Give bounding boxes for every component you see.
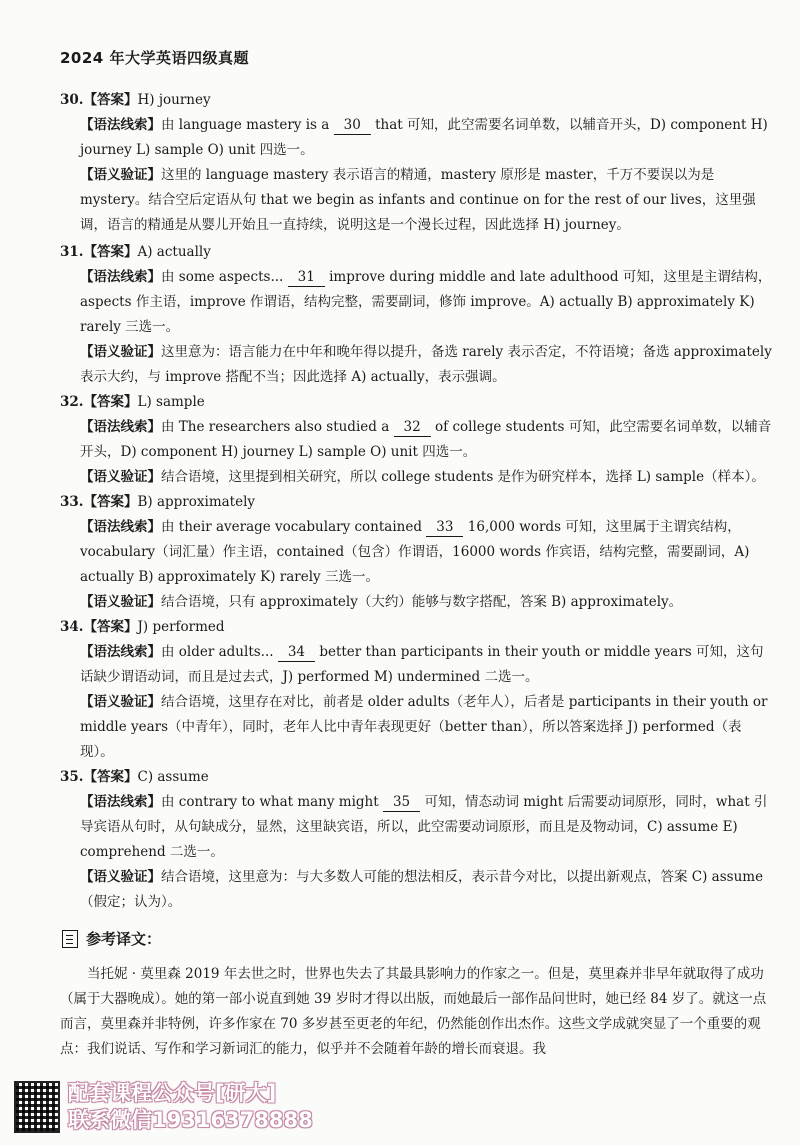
- reference-title: [62, 928, 161, 949]
- page-header: 2024 年大学英语四级真题: [60, 49, 249, 67]
- question-number: 30.: [60, 92, 84, 108]
- question-31: [60, 240, 772, 390]
- blank-number: 32: [394, 419, 431, 437]
- grammar-tag: 【语法线索】: [80, 117, 161, 133]
- grammar-post: 16,000 words 可知，这里属于主谓宾结构，vocabulary（词汇量）作主语，contained（包含）作谓语，16000 words 作宾语，结构完整，需要副词，A) actually B) approximately K) rarely 三选一。: [80, 519, 750, 585]
- answer-text: A) actually: [137, 244, 211, 260]
- watermark: [14, 1080, 313, 1134]
- blank-number: 34: [278, 644, 315, 662]
- grammar-post: better than participants in their youth or middle years 可知，这句话缺少谓语动词，而且是过去式，J) performed M) undermined 二选一。: [80, 644, 764, 685]
- grammar-post: improve during middle and late adulthood 可知，这里是主谓结构，aspects 作主语，improve 作谓语，结构完整，需要副词，修饰 improve。A) actually B) approximately K) rarely 三选一。: [80, 269, 772, 335]
- grammar-pre: 由 some aspects...: [161, 269, 288, 285]
- blank-number: 33: [426, 519, 463, 537]
- semantic-text: 这里的 language mastery 表示语言的精通，mastery 原形是 master，千万不要误以为是 mystery。结合空后定语从句 that we begin as infants and continue on for the rest of our lives，这里强调，语言的精通是从婴儿开始且一直持续，说明这是一个漫长过程，因此选择 H) journey。: [80, 167, 756, 233]
- answer-text: H) journey: [137, 92, 211, 108]
- answer-text: C) assume: [137, 769, 209, 785]
- question-32: [60, 390, 772, 490]
- question-number: 31.: [60, 244, 84, 260]
- semantic-tag: 【语义验证】: [80, 344, 161, 360]
- answer-text: J) performed: [137, 619, 225, 635]
- grammar-pre: 由 their average vocabulary contained: [161, 519, 427, 535]
- question-number: 35.: [60, 769, 84, 785]
- blank-number: 35: [383, 794, 420, 812]
- watermark-line-1: 配套课程公众号[研大]: [68, 1081, 277, 1105]
- semantic-tag: 【语义验证】: [80, 469, 161, 485]
- grammar-tag: 【语法线索】: [80, 644, 161, 660]
- grammar-pre: 由 The researchers also studied a: [161, 419, 394, 435]
- reference-title-text: 参考译文：: [86, 930, 162, 948]
- answer-text: B) approximately: [137, 494, 256, 510]
- answer-tag: 【答案】: [83, 769, 138, 785]
- blank-number: 30: [334, 117, 371, 135]
- question-number: 32.: [60, 394, 84, 410]
- grammar-pre: 由 older adults...: [161, 644, 278, 660]
- question-33: [60, 490, 772, 615]
- grammar-tag: 【语法线索】: [80, 419, 161, 435]
- grammar-pre: 由 language mastery is a: [161, 117, 334, 133]
- grammar-tag: 【语法线索】: [80, 794, 161, 810]
- semantic-tag: 【语义验证】: [80, 694, 161, 710]
- grammar-tag: 【语法线索】: [80, 269, 161, 285]
- watermark-text: [68, 1080, 313, 1134]
- document-icon: [62, 930, 78, 948]
- semantic-text: 结合语境，这里提到相关研究，所以 college students 是作为研究样本，选择 L) sample（样本）。: [161, 469, 765, 485]
- reference-translation: 当托妮 · 莫里森 2019 年去世之时，世界也失去了其最具影响力的作家之一。但是，莫里森并非早年就取得了成功（属于大器晚成）。她的第一部小说直到她 39 岁时才得以出版，而她最后一部作品问世时，她已经 84 岁了。就这一点而言，莫里森并非特例，许多作家在 70 多岁甚至更老的年纪，仍然能创作出杰作。这些文学成就突显了一个重要的观点：我们说话、写作和学习新词汇的能力，似乎并不会随着年龄的增长而衰退。我: [60, 966, 767, 1057]
- semantic-tag: 【语义验证】: [80, 869, 161, 885]
- semantic-tag: 【语义验证】: [80, 594, 161, 610]
- question-34: [60, 615, 772, 765]
- semantic-text: 结合语境，只有 approximately（大约）能够与数字搭配，答案 B) approximately。: [161, 594, 683, 610]
- question-number: 33.: [60, 494, 84, 510]
- answer-tag: 【答案】: [83, 494, 138, 510]
- semantic-text: 结合语境，这里意为：与大多数人可能的想法相反，表示昔今对比，以提出新观点，答案 C) assume（假定；认为）。: [80, 869, 764, 910]
- grammar-post: 可知，情态动词 might 后需要动词原形，同时，what 引导宾语从句时，从句缺成分，显然，这里缺宾语，所以，此空需要动词原形，而且是及物动词，C) assume E) comprehend 二选一。: [80, 794, 768, 860]
- semantic-text: 结合语境，这里存在对比，前者是 older adults（老年人），后者是 participants in their youth or middle years（中青年），同时，老年人比中青年表现更好（better than），所以答案选择 J) performed（表现）。: [80, 694, 768, 760]
- grammar-tag: 【语法线索】: [80, 519, 161, 535]
- qr-code-icon: [14, 1081, 60, 1133]
- blank-number: 31: [288, 269, 325, 287]
- semantic-tag: 【语义验证】: [80, 167, 161, 183]
- answer-tag: 【答案】: [83, 244, 138, 260]
- watermark-line-2: 联系微信19316378888: [68, 1108, 313, 1132]
- grammar-pre: 由 contrary to what many might: [161, 794, 383, 810]
- grammar-post: of college students 可知，此空需要名词单数，以辅音开头，D) component H) journey L) sample O) unit 四选一。: [80, 419, 772, 460]
- semantic-text: 这里意为：语言能力在中年和晚年得以提升，备选 rarely 表示否定，不符语境；备选 approximately 表示大约，与 improve 搭配不当；因此选择 A) actually，表示强调。: [80, 344, 772, 385]
- question-35: [60, 765, 772, 915]
- question-30: [60, 88, 772, 238]
- grammar-post: that 可知，此空需要名词单数，以辅音开头，D) component H) journey L) sample O) unit 四选一。: [80, 117, 768, 158]
- answer-tag: 【答案】: [83, 619, 138, 635]
- question-number: 34.: [60, 619, 84, 635]
- answer-tag: 【答案】: [83, 394, 138, 410]
- answer-tag: 【答案】: [83, 92, 138, 108]
- answer-text: L) sample: [137, 394, 205, 410]
